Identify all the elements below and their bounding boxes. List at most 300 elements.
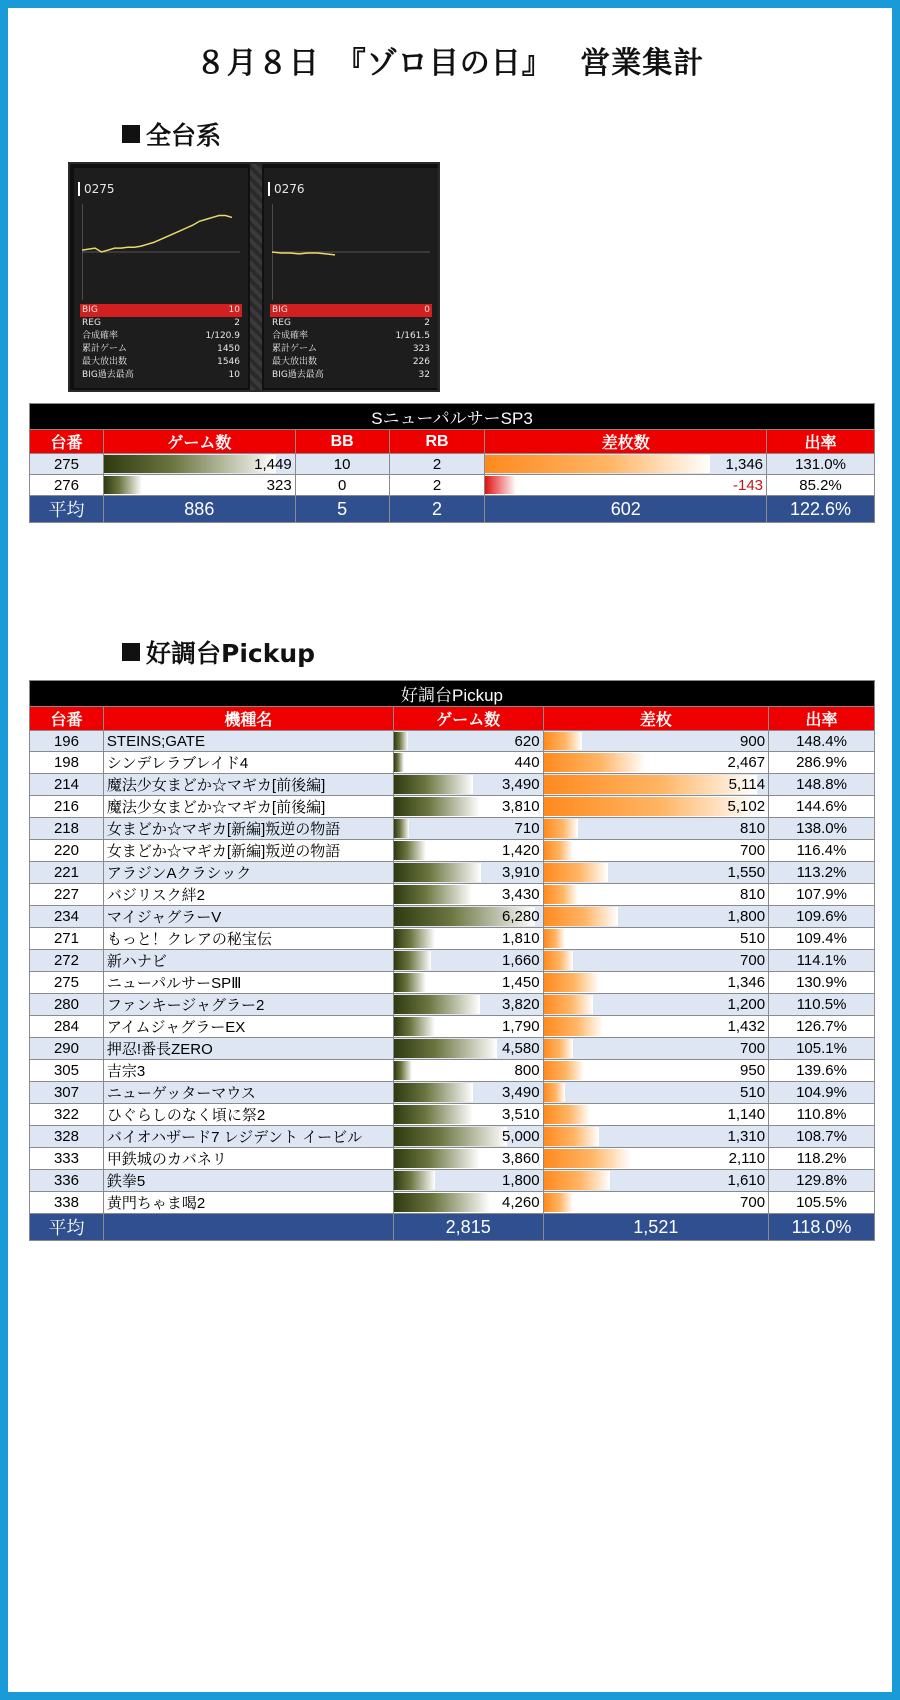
diff-cell-value: 1,310 [727, 1128, 766, 1145]
machine-number: 196 [30, 731, 104, 752]
games-cell-value: 3,860 [502, 1150, 540, 1167]
machine-stats [270, 304, 432, 382]
games-cell-value: 3,490 [502, 776, 540, 793]
payout-rate: 105.5% [769, 1192, 875, 1214]
bar-fill [394, 1039, 497, 1058]
payout-rate: 130.9% [769, 972, 875, 994]
payout-rate: 110.8% [769, 1104, 875, 1126]
square-bullet-icon [122, 125, 140, 143]
diff-cell-value: 700 [740, 1040, 766, 1057]
bar-fill [544, 1149, 631, 1168]
bar-fill [544, 929, 565, 948]
games-cell [393, 884, 543, 906]
diff-cell-value: 1,140 [727, 1106, 766, 1123]
machine-name: 黄門ちゃま喝2 [103, 1192, 393, 1214]
bar-fill [485, 476, 516, 494]
stat-value: 10 [228, 370, 240, 380]
column-header: ゲーム数 [103, 430, 295, 454]
payout-rate: 131.0% [767, 454, 875, 475]
diff-cell [543, 1104, 769, 1126]
stat-label: REG [82, 318, 101, 328]
stat-label: 合成確率 [272, 331, 309, 341]
games-cell [393, 1148, 543, 1170]
machine-name: アラジンAクラシック [103, 862, 393, 884]
bar-fill [104, 455, 276, 473]
payout-rate: 286.9% [769, 752, 875, 774]
machine-name: シンデレラブレイド4 [103, 752, 393, 774]
table-row [30, 950, 875, 972]
machine-number: 307 [30, 1082, 104, 1104]
machine-number: 322 [30, 1104, 104, 1126]
payout-rate: 118.2% [769, 1148, 875, 1170]
bar-fill [394, 1083, 473, 1102]
machine-number: 336 [30, 1170, 104, 1192]
diff-cell [543, 796, 769, 818]
games-cell-value: 5,000 [502, 1128, 540, 1145]
bar-fill [544, 1017, 604, 1036]
payout-rate: 110.5% [769, 994, 875, 1016]
bar-fill [544, 1039, 574, 1058]
machine-id: 0276 [274, 182, 305, 196]
games-cell-value: 1,420 [502, 842, 540, 859]
games-cell [393, 774, 543, 796]
machine-name: バジリスク絆2 [103, 884, 393, 906]
games-cell-value: 440 [514, 754, 540, 771]
machine-number: 227 [30, 884, 104, 906]
average-diff: 602 [485, 496, 767, 523]
machine-number: 271 [30, 928, 104, 950]
machine-name: マイジャグラーV [103, 906, 393, 928]
stat-row [80, 330, 242, 343]
games-cell [393, 862, 543, 884]
average-diff: 1,521 [543, 1214, 769, 1241]
games-cell [393, 928, 543, 950]
diff-cell [543, 1060, 769, 1082]
stat-row [270, 304, 432, 317]
diff-cell [543, 1038, 769, 1060]
games-cell-value: 323 [266, 476, 292, 494]
games-cell-value: 1,790 [502, 1018, 540, 1035]
column-header: BB [295, 430, 389, 454]
payout-rate: 107.9% [769, 884, 875, 906]
table-row [30, 1126, 875, 1148]
games-cell [393, 796, 543, 818]
machine-number: 214 [30, 774, 104, 796]
diff-cell-value: 5,102 [727, 798, 766, 815]
stat-row [270, 330, 432, 343]
diff-cell [543, 906, 769, 928]
stat-value: 10 [228, 305, 240, 315]
diff-cell [543, 1192, 769, 1214]
diff-cell [543, 884, 769, 906]
machine-name: 女まどか☆マギカ[新編]叛逆の物語 [103, 840, 393, 862]
bar-fill [394, 1105, 473, 1124]
payout-rate: 139.6% [769, 1060, 875, 1082]
column-header: 台番 [30, 430, 104, 454]
stat-value: 2 [424, 318, 430, 328]
games-cell [393, 1060, 543, 1082]
average-rb: 2 [389, 496, 485, 523]
stat-label: BIG過去最高 [82, 370, 134, 380]
machine-name: ニューパルサーSPⅢ [103, 972, 393, 994]
games-cell-value: 710 [514, 820, 540, 837]
bar-fill [544, 819, 578, 838]
machine-stats [80, 304, 242, 382]
bar-fill [544, 951, 574, 970]
machine-number: 328 [30, 1126, 104, 1148]
diff-cell [543, 972, 769, 994]
games-cell [393, 818, 543, 840]
bar-fill [544, 1061, 585, 1080]
bar-fill [544, 1127, 599, 1146]
bar-fill [394, 753, 404, 772]
machine-name: 押忍!番長ZERO [103, 1038, 393, 1060]
stat-value: 0 [424, 305, 430, 315]
slump-graph [272, 204, 430, 300]
diff-cell [543, 1126, 769, 1148]
table-row [30, 731, 875, 752]
bar-fill [394, 1127, 507, 1146]
rb-count: 2 [389, 475, 485, 496]
table-sp3 [29, 403, 875, 523]
table-row [30, 1038, 875, 1060]
diff-cell [485, 475, 767, 496]
average-blank [103, 1214, 393, 1241]
stat-label: 合成確率 [82, 331, 119, 341]
payout-rate: 116.4% [769, 840, 875, 862]
machine-number: 305 [30, 1060, 104, 1082]
stat-value: 1/161.5 [395, 331, 430, 341]
stat-label: 最大放出数 [272, 357, 318, 367]
table-row [30, 796, 875, 818]
diff-cell [543, 818, 769, 840]
diff-cell-value: 2,467 [727, 754, 766, 771]
table-row [30, 862, 875, 884]
stat-value: 1546 [217, 357, 240, 367]
table-row [30, 972, 875, 994]
diff-cell-value: 900 [740, 732, 766, 750]
games-cell-value: 1,450 [502, 974, 540, 991]
stat-value: 1/120.9 [205, 331, 240, 341]
payout-rate: 108.7% [769, 1126, 875, 1148]
games-cell [393, 994, 543, 1016]
payout-rate: 148.8% [769, 774, 875, 796]
diff-cell-value: 1,550 [727, 864, 766, 881]
bar-fill [394, 973, 427, 992]
bar-fill [394, 929, 435, 948]
bar-fill [544, 1105, 591, 1124]
slump-graph [82, 204, 240, 300]
bar-fill [544, 775, 757, 794]
games-cell [393, 1170, 543, 1192]
games-cell-value: 1,810 [502, 930, 540, 947]
bar-fill [544, 1171, 610, 1190]
bb-count: 0 [295, 475, 389, 496]
machine-number: 280 [30, 994, 104, 1016]
stat-label: 累計ゲーム [82, 344, 128, 354]
diff-cell-value: 5,114 [728, 776, 766, 793]
bar-fill [485, 455, 709, 473]
average-bb: 5 [295, 496, 389, 523]
machine-name: もっと！クレアの秘宝伝 [103, 928, 393, 950]
bar-fill [544, 907, 619, 926]
bar-fill [104, 476, 142, 494]
diff-cell-value: 510 [740, 1084, 766, 1101]
stat-row [80, 343, 242, 356]
games-cell-value: 3,910 [502, 864, 540, 881]
column-header: RB [389, 430, 485, 454]
diff-cell-value: 700 [740, 952, 766, 969]
games-cell-value: 3,510 [502, 1106, 540, 1123]
diff-cell [543, 1148, 769, 1170]
stat-label: 累計ゲーム [272, 344, 318, 354]
machine-number: 338 [30, 1192, 104, 1214]
payout-rate: 85.2% [767, 475, 875, 496]
bar-fill [394, 1017, 435, 1036]
table-row [30, 818, 875, 840]
games-cell-value: 6,280 [502, 908, 540, 925]
payout-rate: 126.7% [769, 1016, 875, 1038]
diff-cell-value: 700 [740, 842, 766, 859]
diff-cell [543, 950, 769, 972]
bar-fill [394, 885, 472, 904]
average-row [30, 1214, 875, 1241]
column-header: ゲーム数 [393, 707, 543, 731]
bar-fill [544, 863, 608, 882]
games-cell [103, 454, 295, 475]
diff-cell [543, 731, 769, 752]
games-cell-value: 800 [514, 1062, 540, 1079]
machine-panel-0275 [74, 168, 248, 388]
stat-row [80, 304, 242, 317]
machine-number: 221 [30, 862, 104, 884]
machine-panel-0276 [264, 168, 438, 388]
stat-row [80, 356, 242, 369]
payout-rate: 148.4% [769, 731, 875, 752]
table-row [30, 1104, 875, 1126]
average-games: 2,815 [393, 1214, 543, 1241]
machine-name: ファンキージャグラー2 [103, 994, 393, 1016]
diff-cell-value: 1,346 [725, 455, 764, 473]
games-cell [393, 972, 543, 994]
panel-divider [250, 164, 262, 390]
diff-cell-value: 810 [740, 820, 766, 837]
games-cell-value: 4,260 [502, 1194, 540, 1211]
payout-rate: 104.9% [769, 1082, 875, 1104]
bar-fill [544, 1193, 574, 1212]
games-cell [393, 906, 543, 928]
stat-label: BIG [82, 305, 98, 315]
table-row [30, 994, 875, 1016]
machine-name: バイオハザード7 レジデント イービル [103, 1126, 393, 1148]
games-cell [393, 1104, 543, 1126]
machine-number: 275 [30, 454, 104, 475]
column-header: 出率 [769, 707, 875, 731]
bar-fill [394, 863, 482, 882]
machine-name: 新ハナビ [103, 950, 393, 972]
games-cell-value: 4,580 [502, 1040, 540, 1057]
games-cell [393, 840, 543, 862]
games-cell [393, 950, 543, 972]
column-header: 機種名 [103, 707, 393, 731]
bar-fill [394, 951, 431, 970]
table-row [30, 1192, 875, 1214]
average-rate: 122.6% [767, 496, 875, 523]
diff-cell-value: 1,432 [727, 1018, 766, 1035]
games-cell-value: 620 [514, 732, 540, 750]
machine-data-panels [68, 162, 440, 392]
diff-cell-value: -143 [733, 476, 764, 494]
payout-rate: 138.0% [769, 818, 875, 840]
diff-cell-value: 1,346 [727, 974, 766, 991]
diff-cell [543, 1170, 769, 1192]
stat-label: BIG過去最高 [272, 370, 324, 380]
games-cell [393, 731, 543, 752]
machine-name: 甲鉄城のカバネリ [103, 1148, 393, 1170]
stat-label: 最大放出数 [82, 357, 128, 367]
diff-cell [543, 862, 769, 884]
machine-number: 234 [30, 906, 104, 928]
machine-number: 276 [30, 475, 104, 496]
diff-cell [543, 994, 769, 1016]
games-cell [393, 1126, 543, 1148]
table-row [30, 1170, 875, 1192]
machine-number: 290 [30, 1038, 104, 1060]
table-row [30, 475, 875, 496]
diff-cell [543, 928, 769, 950]
machine-name: 魔法少女まどか☆マギカ[前後編] [103, 796, 393, 818]
column-header: 差枚 [543, 707, 769, 731]
bar-fill [544, 885, 578, 904]
diff-cell-value: 2,110 [728, 1150, 766, 1167]
bar-fill [544, 1083, 565, 1102]
machine-number: 198 [30, 752, 104, 774]
diff-cell [543, 774, 769, 796]
average-label: 平均 [30, 1214, 104, 1241]
stat-row [80, 369, 242, 382]
payout-rate: 109.6% [769, 906, 875, 928]
table-row [30, 1148, 875, 1170]
table-row [30, 752, 875, 774]
games-cell [393, 1082, 543, 1104]
page-title: ８月８日 『ゾロ目の日』 営業集計 [195, 46, 705, 81]
stat-value: 226 [412, 357, 430, 367]
table-row [30, 1060, 875, 1082]
average-games: 886 [103, 496, 295, 523]
diff-cell [543, 1082, 769, 1104]
table-row [30, 884, 875, 906]
stat-value: 1450 [217, 344, 240, 354]
table-row [30, 1082, 875, 1104]
bar-fill [544, 797, 757, 816]
machine-number: 220 [30, 840, 104, 862]
diff-cell [543, 752, 769, 774]
bar-fill [394, 1171, 435, 1190]
games-cell-value: 1,660 [502, 952, 540, 969]
square-bullet-icon [122, 643, 140, 661]
stat-row [270, 343, 432, 356]
bar-fill [394, 819, 410, 838]
games-cell-value: 1,449 [254, 455, 292, 473]
payout-rate: 109.4% [769, 928, 875, 950]
machine-number: 272 [30, 950, 104, 972]
bar-fill [394, 775, 473, 794]
table-row [30, 906, 875, 928]
column-header: 出率 [767, 430, 875, 454]
games-cell [393, 1192, 543, 1214]
games-cell [103, 475, 295, 496]
diff-cell-value: 700 [740, 1194, 766, 1211]
bar-fill [544, 841, 574, 860]
average-rate: 118.0% [769, 1214, 875, 1241]
games-cell-value: 3,430 [502, 886, 540, 903]
column-header: 差枚数 [485, 430, 767, 454]
machine-name: 鉄拳5 [103, 1170, 393, 1192]
games-cell-value: 3,810 [502, 798, 540, 815]
bar-fill [394, 732, 408, 750]
diff-cell-value: 1,610 [727, 1172, 766, 1189]
machine-number: 275 [30, 972, 104, 994]
table-pickup [29, 680, 875, 1241]
payout-rate: 113.2% [769, 862, 875, 884]
machine-number: 216 [30, 796, 104, 818]
games-cell-value: 3,820 [502, 996, 540, 1013]
machine-name: ニューゲッターマウス [103, 1082, 393, 1104]
games-cell [393, 1016, 543, 1038]
diff-cell-value: 510 [740, 930, 766, 947]
games-cell [393, 752, 543, 774]
bar-fill [544, 732, 582, 750]
section-heading-label: 全台系 [146, 121, 222, 150]
diff-cell-value: 1,200 [727, 996, 766, 1013]
bar-fill [394, 995, 480, 1014]
table-row [30, 1016, 875, 1038]
table-row [30, 928, 875, 950]
table-row [30, 774, 875, 796]
column-header: 台番 [30, 707, 104, 731]
stat-value: 2 [234, 318, 240, 328]
stat-row [270, 369, 432, 382]
stat-row [80, 317, 242, 330]
stat-label: BIG [272, 305, 288, 315]
machine-number: 284 [30, 1016, 104, 1038]
rb-count: 2 [389, 454, 485, 475]
stat-label: REG [272, 318, 291, 328]
bar-fill [394, 1149, 480, 1168]
diff-cell [543, 840, 769, 862]
bar-fill [544, 973, 599, 992]
games-cell [393, 1038, 543, 1060]
machine-name: アイムジャグラーEX [103, 1016, 393, 1038]
games-cell-value: 1,800 [502, 1172, 540, 1189]
payout-rate: 114.1% [769, 950, 875, 972]
bar-fill [394, 841, 427, 860]
machine-name: STEINS;GATE [103, 731, 393, 752]
machine-id: 0275 [84, 182, 115, 196]
machine-name: 女まどか☆マギカ[新編]叛逆の物語 [103, 818, 393, 840]
bar-fill [394, 1193, 490, 1212]
section-heading-label: 好調台Pickup [146, 639, 316, 668]
machine-number: 333 [30, 1148, 104, 1170]
machine-name: 吉宗3 [103, 1060, 393, 1082]
bb-count: 10 [295, 454, 389, 475]
table-row [30, 840, 875, 862]
machine-name: ひぐらしのなく頃に祭2 [103, 1104, 393, 1126]
stat-row [270, 317, 432, 330]
stat-row [270, 356, 432, 369]
payout-rate: 105.1% [769, 1038, 875, 1060]
section-heading-pickup [122, 634, 315, 670]
